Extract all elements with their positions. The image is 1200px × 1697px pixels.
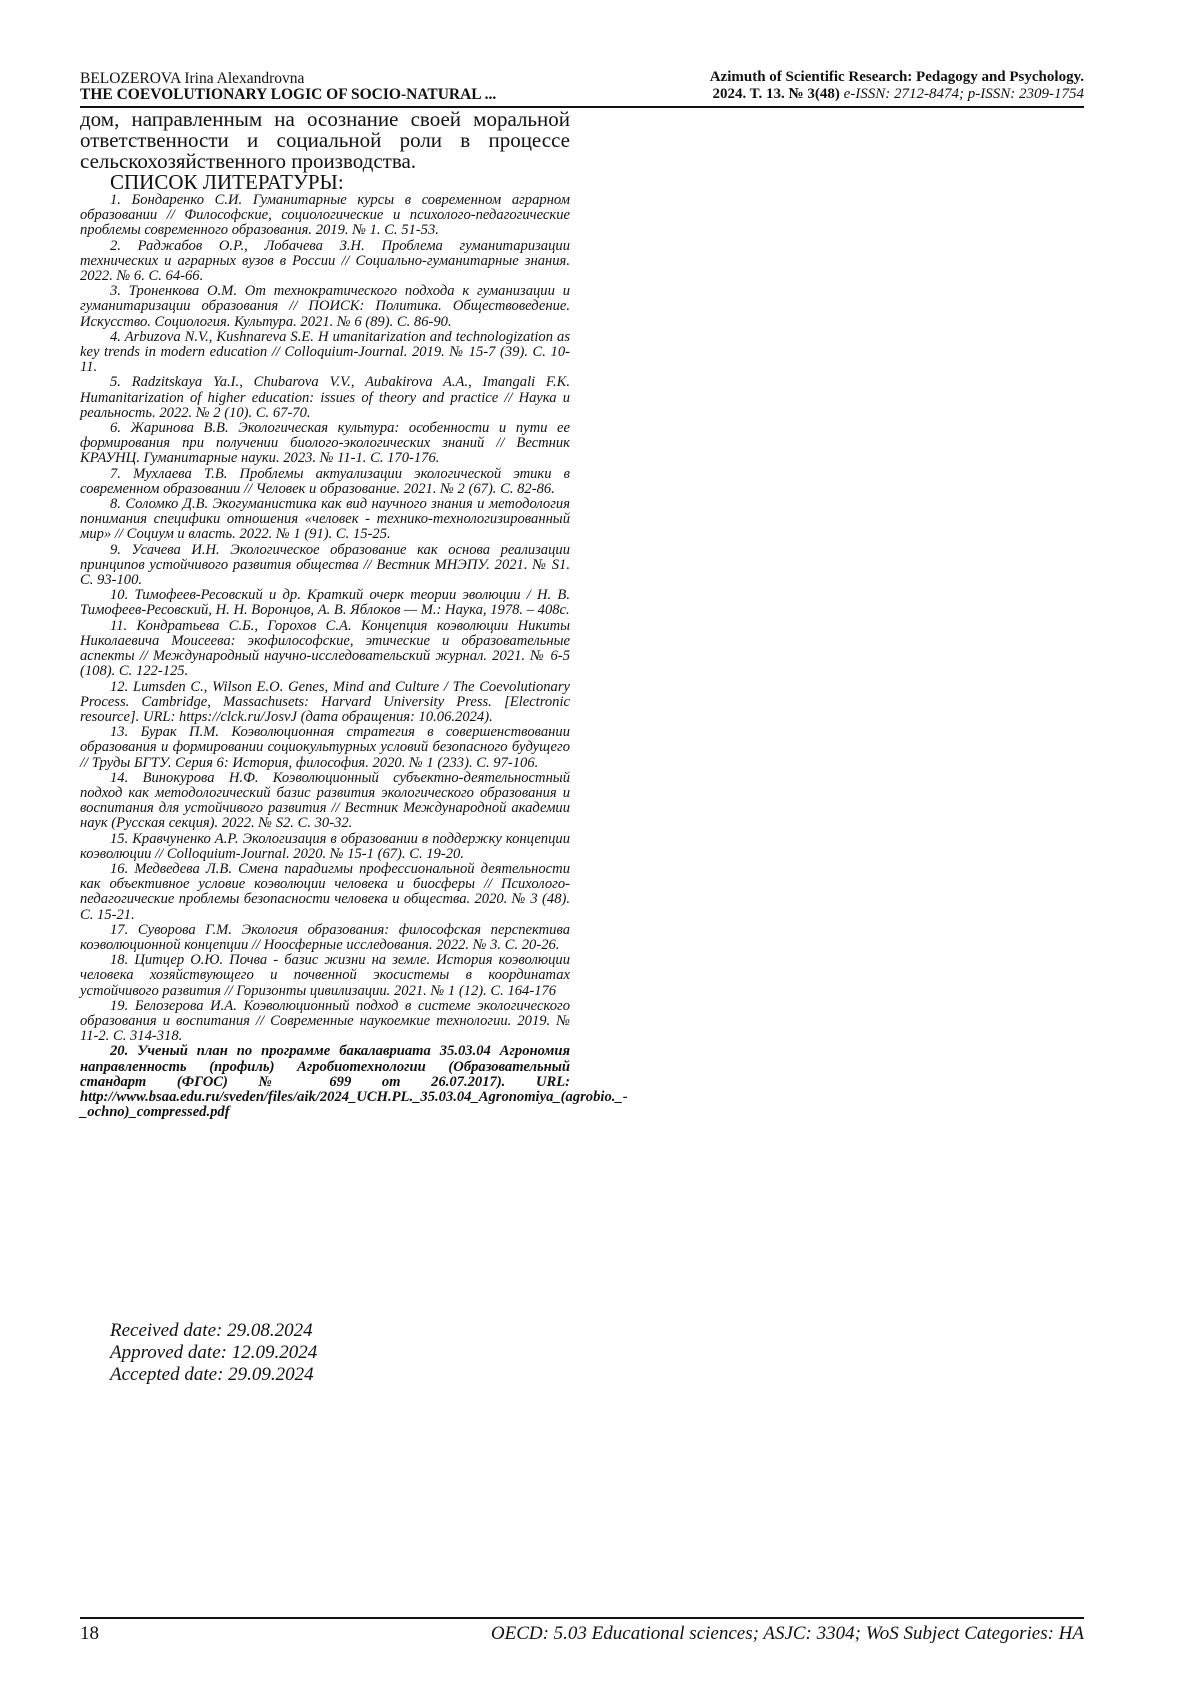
- reference-item: 1. Бондаренко С.И. Гуманитарные курсы в современном аграрном образовании // Философские, социологические и психолого-педагогические проблемы современного образования. 2019. № 1. С. 51-53.: [80, 192, 570, 239]
- subject-classification: OECD: 5.03 Educational sciences; ASJC: 3304; WoS Subject Categories: HA: [490, 1623, 1084, 1644]
- reference-item: 14. Винокурова Н.Ф. Коэволюционный субъектно-деятельностный подход как методологический базис развития экологического образования и воспитания для устойчивого развития // Вестник Международной академии наук (Русская секция). 2022. № S2. С. 30-32.: [80, 769, 570, 832]
- reference-item: 12. Lumsden C., Wilson E.O. Genes, Mind and Culture / The Coevolutionary Process. Cambridge, Massachusets: Harvard University Press. [Electronic resource]. URL: https://clck.ru/JosvJ (дата обращения: 10.06.2024).: [80, 678, 570, 725]
- body-paragraph: дом, направленным на осознание своей моральной ответственности и социальной роли в процессе сельскохозяйственного производства.: [80, 107, 570, 173]
- footer-divider: [80, 1617, 1084, 1619]
- approved-date: Approved date: 12.09.2024: [110, 1342, 318, 1363]
- reference-item: 6. Жаринова В.В. Экологическая культура: особенности и пути ее формирования при получении биолого-экологических знаний // Вестник КРАУНЦ. Гуманитарные науки. 2023. № 11-1. С. 170-176.: [80, 420, 570, 467]
- header-issue-line: [600, 86, 1084, 103]
- received-date: Received date: 29.08.2024: [110, 1320, 313, 1341]
- reference-item: 7. Мухлаева Т.В. Проблемы актуализации экологической этики в современном образовании // Человек и образование. 2021. № 2 (67). С. 82-86.: [80, 465, 570, 497]
- reference-item: 15. Кравчуненко А.Р. Экологизация в образовании в поддержку концепции коэволюции // Colloquium-Journal. 2020. № 15-1 (67). С. 19-20.: [80, 830, 570, 862]
- reference-item: 13. Бурак П.М. Коэволюционная стратегия в совершенствовании образования и формировании социокультурных условий безопасного будущего // Труды БГТУ. Серия 6: История, философия. 2020. № 1 (233). С. 97-106.: [80, 724, 570, 771]
- reference-item: 16. Медведева Л.В. Смена парадигмы профессиональной деятельности как объективное условие коэволюции человека и биосферы // Психолого-педагогические проблемы безопасности человека и общества. 2020. № 3 (48). С. 15-21.: [80, 860, 570, 923]
- references-list: [80, 192, 628, 1121]
- running-header-right: [600, 69, 1084, 103]
- accepted-date: Accepted date: 29.09.2024: [110, 1364, 314, 1385]
- header-issn: e-ISSN: 2712-8474; p-ISSN: 2309-1754: [843, 86, 1084, 102]
- reference-item: 8. Соломко Д.В. Экогуманистика как вид научного знания и методология понимания специфики отношения «человек - технико-технологизированный мир» // Социум и власть. 2022. № 1 (91). С. 15-25.: [80, 496, 570, 543]
- reference-item: 9. Усачева И.Н. Экологическое образование как основа реализации принципов устойчивого развития общества // Вестник МНЭПУ. 2021. № S1. С. 93-100.: [80, 541, 570, 589]
- header-issue: 2024. T. 13. № 3(48): [712, 86, 840, 102]
- reference-item: 2. Раджабов О.Р., Лобачева З.Н. Проблема гуманитаризации технических и аграрных вузов в России // Социально-гуманитарные знания. 2022. № 6. С. 64-66.: [80, 237, 570, 285]
- references-heading: СПИСОК ЛИТЕРАТУРЫ:: [110, 170, 344, 194]
- reference-item: 18. Цитцер О.Ю. Почва - базис жизни на земле. История коэволюции человека хозяйствующего и почвенной экосистемы в координатах устойчивого развития // Горизонты цивилизации. 2021. № 1 (12). С. 164-176: [80, 952, 570, 999]
- header-author: BELOZEROVA Irina Alexandrovna: [80, 70, 305, 87]
- left-column: [80, 107, 628, 1121]
- page-number: 18: [80, 1623, 99, 1644]
- header-article-title: THE COEVOLUTIONARY LOGIC OF SOCIO-NATURAL ...: [80, 86, 497, 103]
- reference-item: 17. Суворова Г.М. Экология образования: философская перспектива коэволюционной концепции // Ноосферные исследования. 2022. № 3. С. 20-26.: [80, 921, 570, 953]
- article-dates: [110, 1320, 317, 1386]
- header-journal-name: Azimuth of Scientific Research: Pedagogy and Psychology.: [709, 69, 1084, 85]
- reference-item: 4. Arbuzova N.V., Kushnareva S.E. H umanitarization and technologization as key trends in modern education // Colloquium-Journal. 2019. № 15-7 (39). С. 10-11.: [80, 328, 570, 376]
- reference-item: 19. Белозерова И.А. Коэволюционный подход в системе экологического образования и воспитания // Современные наукоемкие технологии. 2019. № 11-2. С. 314-318.: [80, 997, 570, 1045]
- reference-item: 3. Троненкова О.М. От технократического подхода к гуманизации и гуманитаризации образования // ПОИСК: Политика. Обществоведение. Искусство. Социология. Культура. 2021. № 6 (89). С. 86-90.: [80, 283, 570, 330]
- reference-item: 5. Radzitskaya Ya.I., Chubarova V.V., Aubakirova A.A., Imangali F.K. Humanitarization of higher education: issues of theory and practice // Наука и реальность. 2022. № 2 (10). С. 67-70.: [80, 374, 570, 421]
- reference-item: 20. Ученый план по программе бакалавриата 35.03.04 Агрономия направленность (профиль) Агробиотехнологии (Образовательный стандарт (ФГОС) № 699 от 26.07.2017). URL: http://www.bsaa.edu.ru/sveden/files/aik/2024_UCH.PL._35.03.04_Agronomiya_(agrobio._-_ochno)_compressed.pdf: [80, 1043, 628, 1121]
- reference-item: 10. Тимофеев-Ресовский и др. Краткий очерк теории эволюции / Н. В. Тимофеев-Ресовский, Н. Н. Воронцов, А. В. Яблоков — М.: Наука, 1978. – 408с.: [80, 587, 570, 619]
- reference-item: 11. Кондратьева С.Б., Горохов С.А. Концепция коэволюции Никиты Николаевича Моисеева: экофилософские, этические и образовательные аспекты // Международный научно-исследовательский журнал. 2021. № 6-5 (108). С. 122-125.: [80, 617, 570, 680]
- running-header-left: [80, 71, 600, 103]
